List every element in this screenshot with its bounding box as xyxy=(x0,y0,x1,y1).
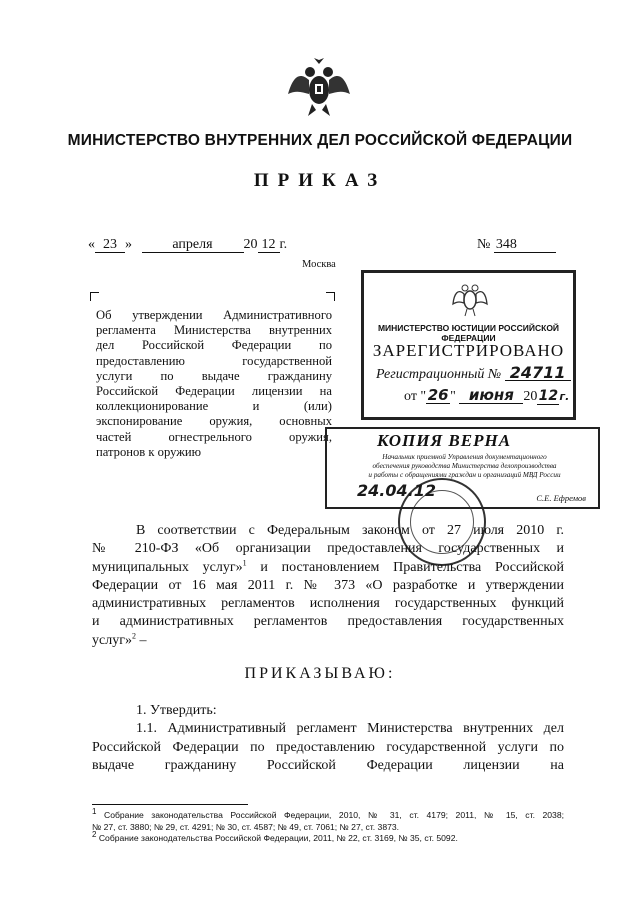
preamble xyxy=(92,522,564,650)
item-line: выдаче гражданину Российской Федерации лицензии на xyxy=(92,757,564,773)
corner-mark xyxy=(90,292,99,301)
document-type: ПРИКАЗ xyxy=(253,170,387,191)
subject-line: экспонирование оружия, основных xyxy=(96,414,332,429)
subject-line: Об утверждении Административного xyxy=(96,308,332,322)
footnote: $^2$ Собрание законодательства Российской Федерации, 2011, № 22, ст. 3169, № 35, ст. 5092. xyxy=(92,830,458,843)
emblem xyxy=(284,50,354,120)
registration-stamp xyxy=(361,270,576,420)
order-word: ПРИКАЗЫВАЮ: xyxy=(244,665,396,682)
preamble-line: услуг»$^2$ – xyxy=(92,631,147,648)
date-day: 23 xyxy=(95,237,125,253)
copy-stamp-text: Начальник приемной Управления документационного обеспечения руководства Министерства делопроизводства и работы с обращениями граждан и организаций МВД России xyxy=(368,453,561,479)
copy-stamp-date: 24.04.12 xyxy=(357,481,436,500)
stamp-reg-number: Регистрационный № 24711 xyxy=(376,365,571,383)
preamble-line: административных регламентов исполнения государственных функций xyxy=(92,596,564,612)
order-items xyxy=(92,702,564,775)
ministry-name: МИНИСТЕРСТВО ВНУТРЕННИХ ДЕЛ РОССИЙСКОЙ ФЕДЕРАЦИИ xyxy=(67,132,573,149)
order-date: « 23 » апреля 20 12 г. xyxy=(88,237,288,252)
subject-line: предоставлению государственной xyxy=(96,353,332,368)
preamble-line: В соответствии с Федеральным законом от 27 июля 2010 г. xyxy=(136,523,564,538)
subject-line: Российской Федерации лицензии на xyxy=(96,384,332,399)
footnote-ref: 2 xyxy=(131,631,136,641)
order-subject xyxy=(96,308,332,460)
subject-line: патронов к оружию xyxy=(96,444,202,459)
city: Москва xyxy=(302,259,336,270)
footnotes xyxy=(92,807,564,845)
subject-line: дел Российской Федерации по xyxy=(96,338,332,353)
subject-line: коллекционирование и (или) xyxy=(96,399,332,414)
copy-stamp-title: КОПИЯ ВЕРНА xyxy=(377,431,512,450)
double-headed-eagle-icon xyxy=(452,278,488,318)
footnote: $^1$ Собрание законодательства Российской Федерации, 2010, № 31, ст. 4179; 2011, № 15, ст. 2038; xyxy=(92,807,564,820)
subject-line: регламента Министерства внутренних xyxy=(96,323,332,338)
footnote-cont: № 27, ст. 3880; № 29, ст. 4291; № 30, ст. 4587; № 49, ст. 7061; № 27, ст. 3873. xyxy=(92,821,400,832)
item-line: 1. Утвердить: xyxy=(136,703,217,718)
corner-mark xyxy=(326,292,335,301)
subject-line: частей огнестрельного оружия, xyxy=(96,429,332,444)
subject-line: услуги по выдаче гражданину xyxy=(96,368,332,383)
footnote-divider xyxy=(92,804,248,805)
double-headed-eagle-icon xyxy=(284,50,354,120)
stamp-reg-date: от " 26 " июня 2012г. xyxy=(404,386,570,404)
copy-stamp-signer: С.Е. Ефремов xyxy=(536,493,586,503)
preamble-line: Федерации от 16 мая 2011 г. № 373 «О разработке и утверждении xyxy=(92,577,564,593)
order-number: № 348 xyxy=(477,237,556,253)
date-month: апреля xyxy=(142,237,244,253)
copy-certified-stamp xyxy=(325,427,600,509)
date-year: 12 xyxy=(258,237,280,253)
preamble-line: и административных регламентов предоставления государственных xyxy=(92,614,564,630)
item-line: Российской Федерации по предоставлению государственной услуги по xyxy=(92,739,564,755)
stamp-header: МИНИСТЕРСТВО ЮСТИЦИИ РОССИЙСКОЙ ФЕДЕРАЦИИ xyxy=(377,323,560,343)
footnote-ref: 1 xyxy=(242,557,247,567)
stamp-status: ЗАРЕГИСТРИРОВАНО xyxy=(372,341,565,360)
item-line: 1.1. Административный регламент Министерства внутренних дел xyxy=(136,721,564,737)
preamble-line: муниципальных услуг»$^1$ и постановлением Правительства Российской xyxy=(92,557,565,575)
preamble-line: № 210-ФЗ «Об организации предоставления государственных и xyxy=(92,541,564,557)
